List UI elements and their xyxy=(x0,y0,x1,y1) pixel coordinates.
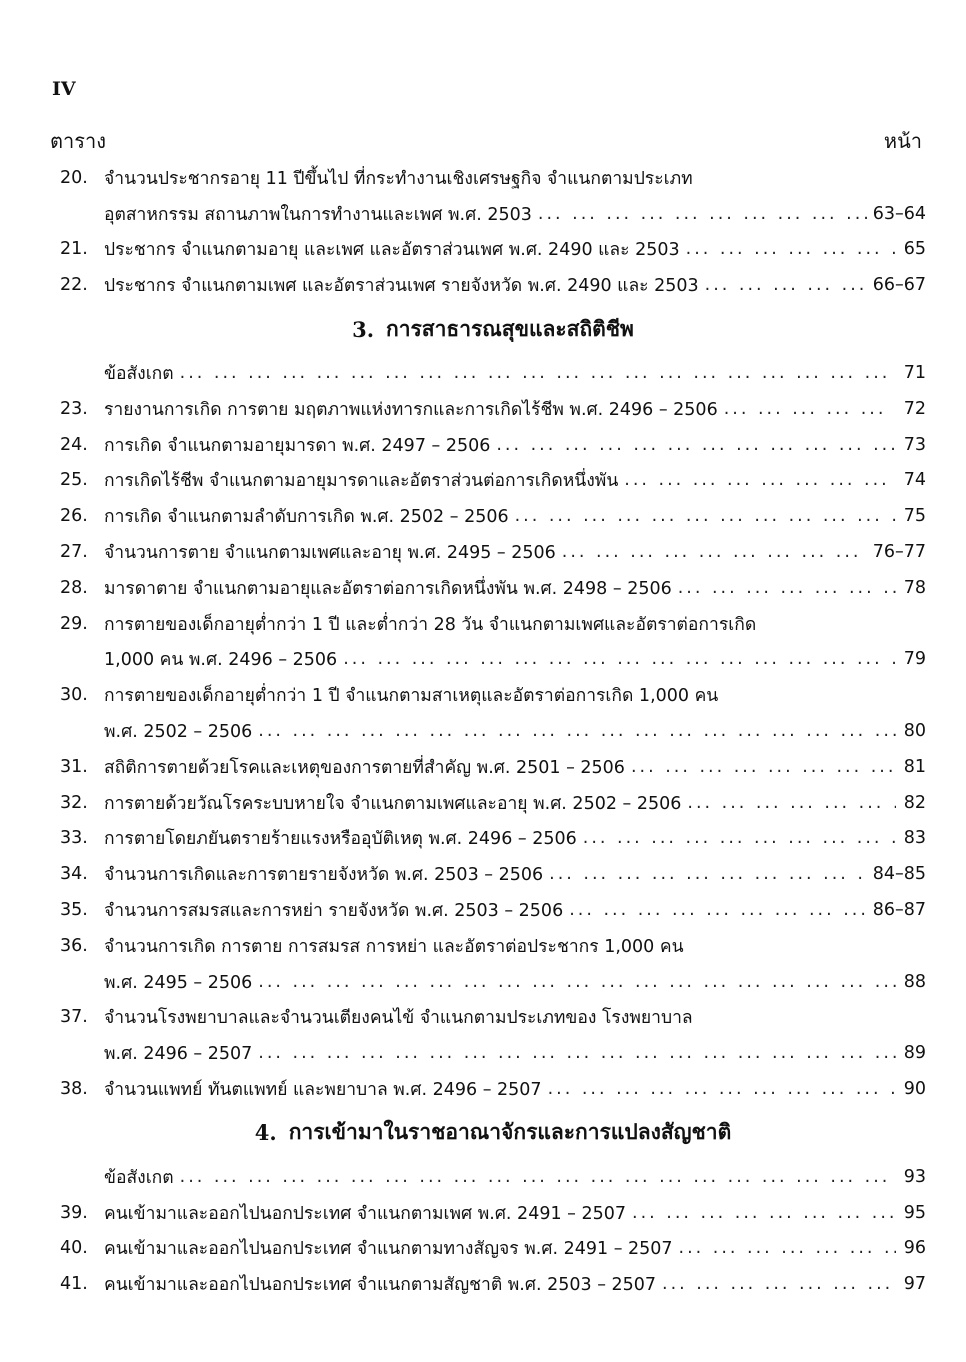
toc-entry-page: 81 xyxy=(903,756,926,777)
toc-entry-title-cont: พ.ศ. 2495 – 2506 xyxy=(104,972,253,993)
toc-entry-page: 71 xyxy=(903,363,926,384)
toc-entry-page: 90 xyxy=(903,1079,926,1100)
leader-dots xyxy=(496,435,896,455)
leader-dots xyxy=(583,828,896,848)
leader-dots xyxy=(662,1274,896,1294)
toc-entry-page: 95 xyxy=(903,1202,926,1223)
toc-entry-page: 63–64 xyxy=(872,203,926,224)
toc-entry-title: สถิติการตายด้วยโรคและเหตุของการตายที่สำคัญ พ.ศ. 2501 – 2506 xyxy=(104,757,625,778)
toc-entry-title: จำนวนการสมรสและการหย่า รายจังหวัด พ.ศ. 2503 – 2506 xyxy=(104,901,564,922)
page-number: IV xyxy=(52,78,76,100)
toc-entry-title: จำนวนแพทย์ ทันตแพทย์ และพยาบาล พ.ศ. 2496 – 2507 xyxy=(104,1080,542,1101)
toc-entry-page: 74 xyxy=(903,470,926,491)
table-of-contents xyxy=(60,160,926,1302)
toc-entry-title-cont: พ.ศ. 2496 – 2507 xyxy=(104,1044,253,1065)
toc-entry[interactable] xyxy=(60,606,926,642)
toc-entry-number: 32. xyxy=(60,792,88,813)
toc-group-population xyxy=(60,160,926,303)
toc-entry-number: 20. xyxy=(60,167,88,188)
toc-entry[interactable] xyxy=(60,749,926,785)
toc-entry[interactable] xyxy=(60,856,926,892)
toc-entry-number: 24. xyxy=(60,434,88,455)
toc-entry-continuation[interactable] xyxy=(60,964,926,1000)
toc-entry-page: 75 xyxy=(903,506,926,527)
leader-dots xyxy=(705,275,867,295)
toc-entry-continuation[interactable] xyxy=(60,1035,926,1071)
toc-entry-title-cont: 1,000 คน พ.ศ. 2496 – 2506 xyxy=(104,650,338,671)
leader-dots xyxy=(632,1203,896,1223)
toc-entry-title: ข้อสังเกต xyxy=(104,364,174,385)
leader-dots xyxy=(687,793,896,813)
toc-entry-title: ประชากร จำแนกตามเพศ และอัตราส่วนเพศ รายจังหวัด พ.ศ. 2490 และ 2503 xyxy=(104,276,699,297)
toc-entry[interactable] xyxy=(60,391,926,427)
leader-dots xyxy=(679,1238,896,1258)
toc-entry[interactable] xyxy=(60,570,926,606)
toc-entry-page: 86–87 xyxy=(872,900,926,921)
leader-dots xyxy=(562,542,867,562)
toc-entry[interactable] xyxy=(60,677,926,713)
leader-dots xyxy=(631,757,896,777)
toc-entry-page: 84–85 xyxy=(872,864,926,885)
toc-entry[interactable] xyxy=(60,1195,926,1231)
toc-entry[interactable] xyxy=(60,463,926,499)
toc-entry-title-cont: พ.ศ. 2502 – 2506 xyxy=(104,722,253,743)
toc-entry-title: การเกิด จำแนกตามอายุมารดา พ.ศ. 2497 – 2506 xyxy=(104,435,491,456)
toc-entry-number: 33. xyxy=(60,828,88,849)
toc-entry-title: มารดาตาย จำแนกตามอายุและอัตราต่อการเกิดหนึ่งพัน พ.ศ. 2498 – 2506 xyxy=(104,578,672,599)
toc-entry[interactable] xyxy=(60,1231,926,1267)
toc-entry[interactable] xyxy=(60,821,926,857)
leader-dots xyxy=(258,721,896,741)
toc-entry-page: 66–67 xyxy=(872,275,926,296)
toc-entry-page: 76–77 xyxy=(872,542,926,563)
leader-dots xyxy=(548,1079,896,1099)
toc-entry[interactable] xyxy=(60,232,926,268)
column-header-page: หน้า xyxy=(883,129,922,153)
toc-entry-title-cont: อุตสาหกรรม สถานภาพในการทำงานและเพศ พ.ศ. 2503 xyxy=(104,204,532,225)
toc-entry-title: คนเข้ามาและออกไปนอกประเทศ จำแนกตามเพศ พ.ศ. 2491 – 2507 xyxy=(104,1203,627,1224)
toc-entry-number: 39. xyxy=(60,1202,88,1223)
toc-entry[interactable] xyxy=(60,785,926,821)
toc-entry-title: การตายโดยภยันตรายร้ายแรงหรืออุบัติเหตุ พ.ศ. 2496 – 2506 xyxy=(104,829,577,850)
toc-entry-title: ข้อสังเกต xyxy=(104,1167,174,1188)
leader-dots xyxy=(569,900,866,920)
leader-dots xyxy=(724,399,896,419)
toc-entry-title: การเกิดไร้ชีพ จำแนกตามอายุมารดาและอัตราส่วนต่อการเกิดหนึ่งพัน xyxy=(104,471,619,492)
toc-entry-page: 83 xyxy=(903,828,926,849)
leader-dots xyxy=(180,1167,896,1187)
toc-entry-number: 34. xyxy=(60,864,88,885)
toc-entry[interactable] xyxy=(60,1000,926,1036)
leader-dots xyxy=(538,204,867,224)
toc-entry-page: 89 xyxy=(903,1043,926,1064)
toc-entry-number: 36. xyxy=(60,935,88,956)
toc-entry[interactable] xyxy=(60,1266,926,1302)
toc-entry-notes[interactable] xyxy=(60,1159,926,1195)
toc-entry-notes[interactable] xyxy=(60,355,926,391)
toc-group-health xyxy=(60,391,926,1107)
leader-dots xyxy=(624,470,896,490)
toc-entry-page: 96 xyxy=(903,1238,926,1259)
toc-entry-continuation[interactable] xyxy=(60,713,926,749)
toc-entry-title: การตายด้วยวัณโรคระบบหายใจ จำแนกตามเพศและอายุ พ.ศ. 2502 – 2506 xyxy=(104,793,682,814)
section-title: การสาธารณสุขและสถิติชีพ xyxy=(386,316,634,341)
toc-entry[interactable] xyxy=(60,928,926,964)
toc-entry-page: 65 xyxy=(903,239,926,260)
toc-entry-number: 27. xyxy=(60,542,88,563)
leader-dots xyxy=(258,1043,896,1063)
toc-entry-page: 88 xyxy=(903,971,926,992)
leader-dots xyxy=(686,239,896,259)
toc-entry[interactable] xyxy=(60,1071,926,1107)
leader-dots xyxy=(180,363,896,383)
toc-entry-number: 35. xyxy=(60,900,88,921)
toc-entry-title: การตายของเด็กอายุต่ำกว่า 1 ปี จำแนกตามสาเหตุและอัตราต่อการเกิด 1,000 คน xyxy=(104,686,719,707)
toc-entry-page: 82 xyxy=(903,792,926,813)
leader-dots xyxy=(343,649,896,669)
toc-entry-title: คนเข้ามาและออกไปนอกประเทศ จำแนกตามสัญชาติ พ.ศ. 2503 – 2507 xyxy=(104,1275,657,1296)
toc-entry-number: 26. xyxy=(60,506,88,527)
toc-entry-page: 80 xyxy=(903,721,926,742)
toc-entry-number: 28. xyxy=(60,577,88,598)
toc-entry-title: การเกิด จำแนกตามลำดับการเกิด พ.ศ. 2502 – 2506 xyxy=(104,507,509,528)
toc-entry[interactable] xyxy=(60,267,926,303)
toc-entry-title: จำนวนประชากรอายุ 11 ปีขึ้นไป ที่กระทำงานเชิงเศรษฐกิจ จำแนกตามประเภท xyxy=(104,168,693,189)
toc-entry-number: 37. xyxy=(60,1007,88,1028)
toc-entry-title: จำนวนการเกิด การตาย การสมรส การหย่า และอัตราต่อประชากร 1,000 คน xyxy=(104,936,684,957)
section-number: 4. xyxy=(254,1120,277,1146)
toc-entry-continuation[interactable] xyxy=(60,642,926,678)
section-number: 3. xyxy=(352,316,375,342)
toc-entry[interactable] xyxy=(60,892,926,928)
toc-entry-number: 23. xyxy=(60,398,88,419)
toc-entry-number: 30. xyxy=(60,685,88,706)
toc-entry-number: 38. xyxy=(60,1079,88,1100)
toc-entry-page: 72 xyxy=(903,398,926,419)
toc-entry-title: ประชากร จำแนกตามอายุ และเพศ และอัตราส่วนเพศ พ.ศ. 2490 และ 2503 xyxy=(104,240,680,261)
toc-entry-title: การตายของเด็กอายุต่ำกว่า 1 ปี และต่ำกว่า 28 วัน จำแนกตามเพศและอัตราต่อการเกิด xyxy=(104,614,757,635)
leader-dots xyxy=(258,972,896,992)
toc-entry-number: 21. xyxy=(60,239,88,260)
leader-dots xyxy=(515,506,896,526)
toc-entry-page: 79 xyxy=(903,649,926,670)
toc-entry-number: 25. xyxy=(60,470,88,491)
toc-entry-page: 93 xyxy=(903,1166,926,1187)
toc-entry-continuation[interactable] xyxy=(60,196,926,232)
section-heading-3 xyxy=(60,303,926,355)
toc-entry-number: 29. xyxy=(60,613,88,634)
toc-entry-page: 78 xyxy=(903,577,926,598)
toc-entry[interactable] xyxy=(60,534,926,570)
toc-entry-page: 73 xyxy=(903,434,926,455)
toc-entry[interactable] xyxy=(60,427,926,463)
toc-entry-title: รายงานการเกิด การตาย มฤตภาพแห่งทารกและการเกิดไร้ชีพ พ.ศ. 2496 – 2506 xyxy=(104,399,718,420)
toc-entry-title: จำนวนโรงพยาบาลและจำนวนเตียงคนไข้ จำแนกตามประเภทของ โรงพยาบาล xyxy=(104,1008,693,1029)
toc-entry-number: 31. xyxy=(60,756,88,777)
section-heading-4 xyxy=(60,1107,926,1159)
toc-entry-number: 41. xyxy=(60,1274,88,1295)
leader-dots xyxy=(549,864,867,884)
toc-entry-title: จำนวนการเกิดและการตายรายจังหวัด พ.ศ. 2503 – 2506 xyxy=(104,865,544,886)
toc-entry-number: 40. xyxy=(60,1238,88,1259)
section-title: การเข้ามาในราชอาณาจักรและการแปลงสัญชาติ xyxy=(288,1120,732,1145)
toc-entry-title: จำนวนการตาย จำแนกตามเพศและอายุ พ.ศ. 2495 – 2506 xyxy=(104,543,556,564)
toc-entry-number: 22. xyxy=(60,275,88,296)
toc-entry[interactable] xyxy=(60,160,926,196)
column-header-table: ตาราง xyxy=(50,129,106,153)
toc-group-immigration xyxy=(60,1195,926,1302)
toc-entry-title: คนเข้ามาและออกไปนอกประเทศ จำแนกตามทางสัญจร พ.ศ. 2491 – 2507 xyxy=(104,1239,673,1260)
toc-entry[interactable] xyxy=(60,498,926,534)
leader-dots xyxy=(678,578,896,598)
toc-entry-page: 97 xyxy=(903,1274,926,1295)
